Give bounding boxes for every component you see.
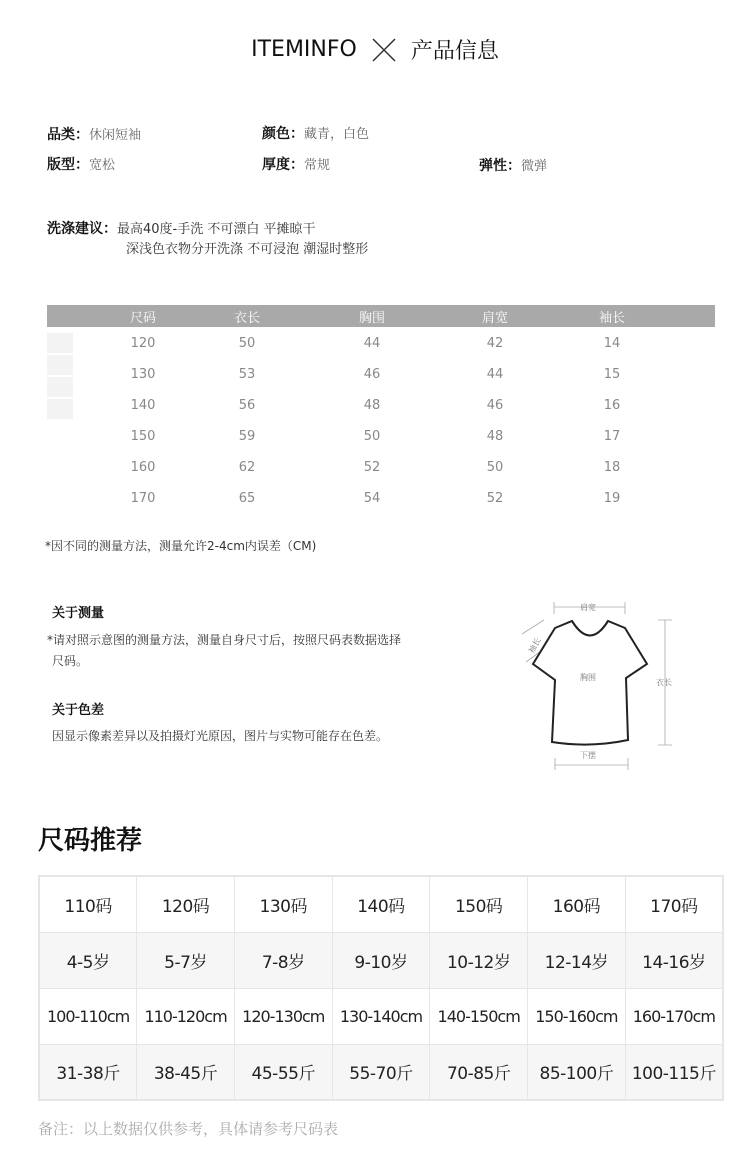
recommend-title: 尺码推荐 [38, 826, 143, 856]
attr-color: 颜色：藏青，白色 [262, 126, 370, 142]
recommend-cell: 14-16岁 [625, 932, 723, 988]
recommend-cell: 5-7岁 [137, 932, 235, 988]
recommend-cell: 55-70斤 [332, 1044, 430, 1100]
size-table-cell: 62 [238, 460, 256, 475]
size-table-cell: 160 [130, 460, 156, 475]
recommend-cell: 4-5岁 [39, 932, 137, 988]
size-table-cell: 140 [130, 398, 156, 413]
measure-text-2: 尺码。 [52, 654, 89, 668]
recommend-remark: 备注：以上数据仅供参考，具体请参考尺码表 [38, 1120, 339, 1138]
attr-category: 品类：休闲短袖 [47, 127, 142, 143]
recommend-cell: 140-150cm [430, 988, 528, 1044]
recommend-cell: 110码 [39, 876, 137, 932]
recommend-cell: 100-115斤 [625, 1044, 723, 1100]
size-table-cell: 15 [603, 367, 621, 382]
recommend-row [39, 1044, 723, 1100]
recommend-cell: 70-85斤 [430, 1044, 528, 1100]
size-table-cell: 130 [130, 367, 156, 382]
attr-thickness: 厚度：常规 [262, 157, 331, 173]
color-diff-text: 因显示像素差异以及拍摄灯光原因，图片与实物可能存在色差。 [52, 729, 389, 743]
size-table-cell: 19 [603, 491, 621, 506]
size-table-cell: 14 [603, 336, 621, 351]
measure-title: 关于测量 [52, 606, 105, 621]
size-table-cell: 54 [363, 491, 381, 506]
row-marker [47, 355, 73, 375]
recommend-cell: 45-55斤 [234, 1044, 332, 1100]
recommend-cell: 85-100斤 [528, 1044, 626, 1100]
wash-advice: 洗涤建议：最高40度-手洗 不可漂白 平摊晾干 [47, 221, 316, 237]
recommend-table [38, 875, 724, 1101]
attr-fit: 版型：宽松 [47, 157, 116, 173]
title-en: ITEMINFO [251, 37, 357, 62]
size-table-cell: 53 [238, 367, 256, 382]
row-marker [47, 333, 73, 353]
wash-advice-line2: 深浅色衣物分开洗涤 不可浸泡 潮湿时整形 [126, 242, 369, 257]
size-table-cell: 150 [130, 429, 156, 444]
size-table-cell: 50 [363, 429, 381, 444]
size-table-cell: 16 [603, 398, 621, 413]
tshirt-diagram [500, 590, 700, 770]
recommend-cell: 140码 [332, 876, 430, 932]
size-table-cell: 17 [603, 429, 621, 444]
size-table-cell: 170 [130, 491, 156, 506]
row-marker [47, 399, 73, 419]
size-table-cell: 52 [363, 460, 381, 475]
recommend-cell: 100-110cm [39, 988, 137, 1044]
size-table-cell: 48 [363, 398, 381, 413]
size-table-header-cell: 衣长 [233, 311, 261, 326]
recommend-cell: 170码 [625, 876, 723, 932]
label-chest: 胸围 [580, 673, 596, 682]
recommend-cell: 38-45斤 [137, 1044, 235, 1100]
size-table-cell: 44 [486, 367, 504, 382]
recommend-cell: 7-8岁 [234, 932, 332, 988]
size-table-cell: 48 [486, 429, 504, 444]
label-hem: 下摆 [580, 751, 596, 760]
row-marker [47, 377, 73, 397]
recommend-cell: 9-10岁 [332, 932, 430, 988]
size-table-cell: 59 [238, 429, 256, 444]
size-table-header-cell: 肩宽 [481, 311, 509, 326]
title-cn: 产品信息 [410, 39, 499, 64]
label-shoulder: 肩宽 [580, 603, 596, 612]
size-table-cell: 18 [603, 460, 621, 475]
size-table-cell: 56 [238, 398, 256, 413]
recommend-cell: 120码 [137, 876, 235, 932]
measure-text: *请对照示意图的测量方法，测量自身尺寸后，按照尺码表数据选择 [47, 633, 402, 647]
cross-icon [371, 37, 397, 63]
recommend-cell: 110-120cm [137, 988, 235, 1044]
size-table-header-cell: 袖长 [598, 311, 626, 326]
recommend-cell: 130-140cm [332, 988, 430, 1044]
label-length: 衣长 [656, 678, 672, 687]
recommend-cell: 160码 [528, 876, 626, 932]
recommend-cell: 31-38斤 [39, 1044, 137, 1100]
size-table-cell: 52 [486, 491, 504, 506]
recommend-cell: 150码 [430, 876, 528, 932]
size-table-cell: 65 [238, 491, 256, 506]
recommend-cell: 150-160cm [528, 988, 626, 1044]
color-diff-title: 关于色差 [52, 703, 105, 718]
size-table-header-cell: 胸围 [358, 311, 386, 326]
size-table-cell: 42 [486, 336, 504, 351]
recommend-row [39, 932, 723, 988]
recommend-cell: 160-170cm [625, 988, 723, 1044]
size-table-cell: 46 [363, 367, 381, 382]
size-table-cell: 50 [486, 460, 504, 475]
size-table-cell: 50 [238, 336, 256, 351]
recommend-cell: 12-14岁 [528, 932, 626, 988]
size-table-cell: 46 [486, 398, 504, 413]
recommend-cell: 120-130cm [234, 988, 332, 1044]
attr-elasticity: 弹性：微弹 [479, 158, 548, 174]
size-table-cell: 120 [130, 336, 156, 351]
recommend-cell: 130码 [234, 876, 332, 932]
recommend-cell: 10-12岁 [430, 932, 528, 988]
page-header [0, 34, 750, 65]
tolerance-note: *因不同的测量方法，测量允许2-4cm内误差（CM) [45, 539, 317, 553]
size-table-header-cell: 尺码 [129, 311, 157, 326]
label-sleeve: 袖长 [527, 636, 543, 655]
size-table-cell: 44 [363, 336, 381, 351]
recommend-row [39, 988, 723, 1044]
recommend-row [39, 876, 723, 932]
